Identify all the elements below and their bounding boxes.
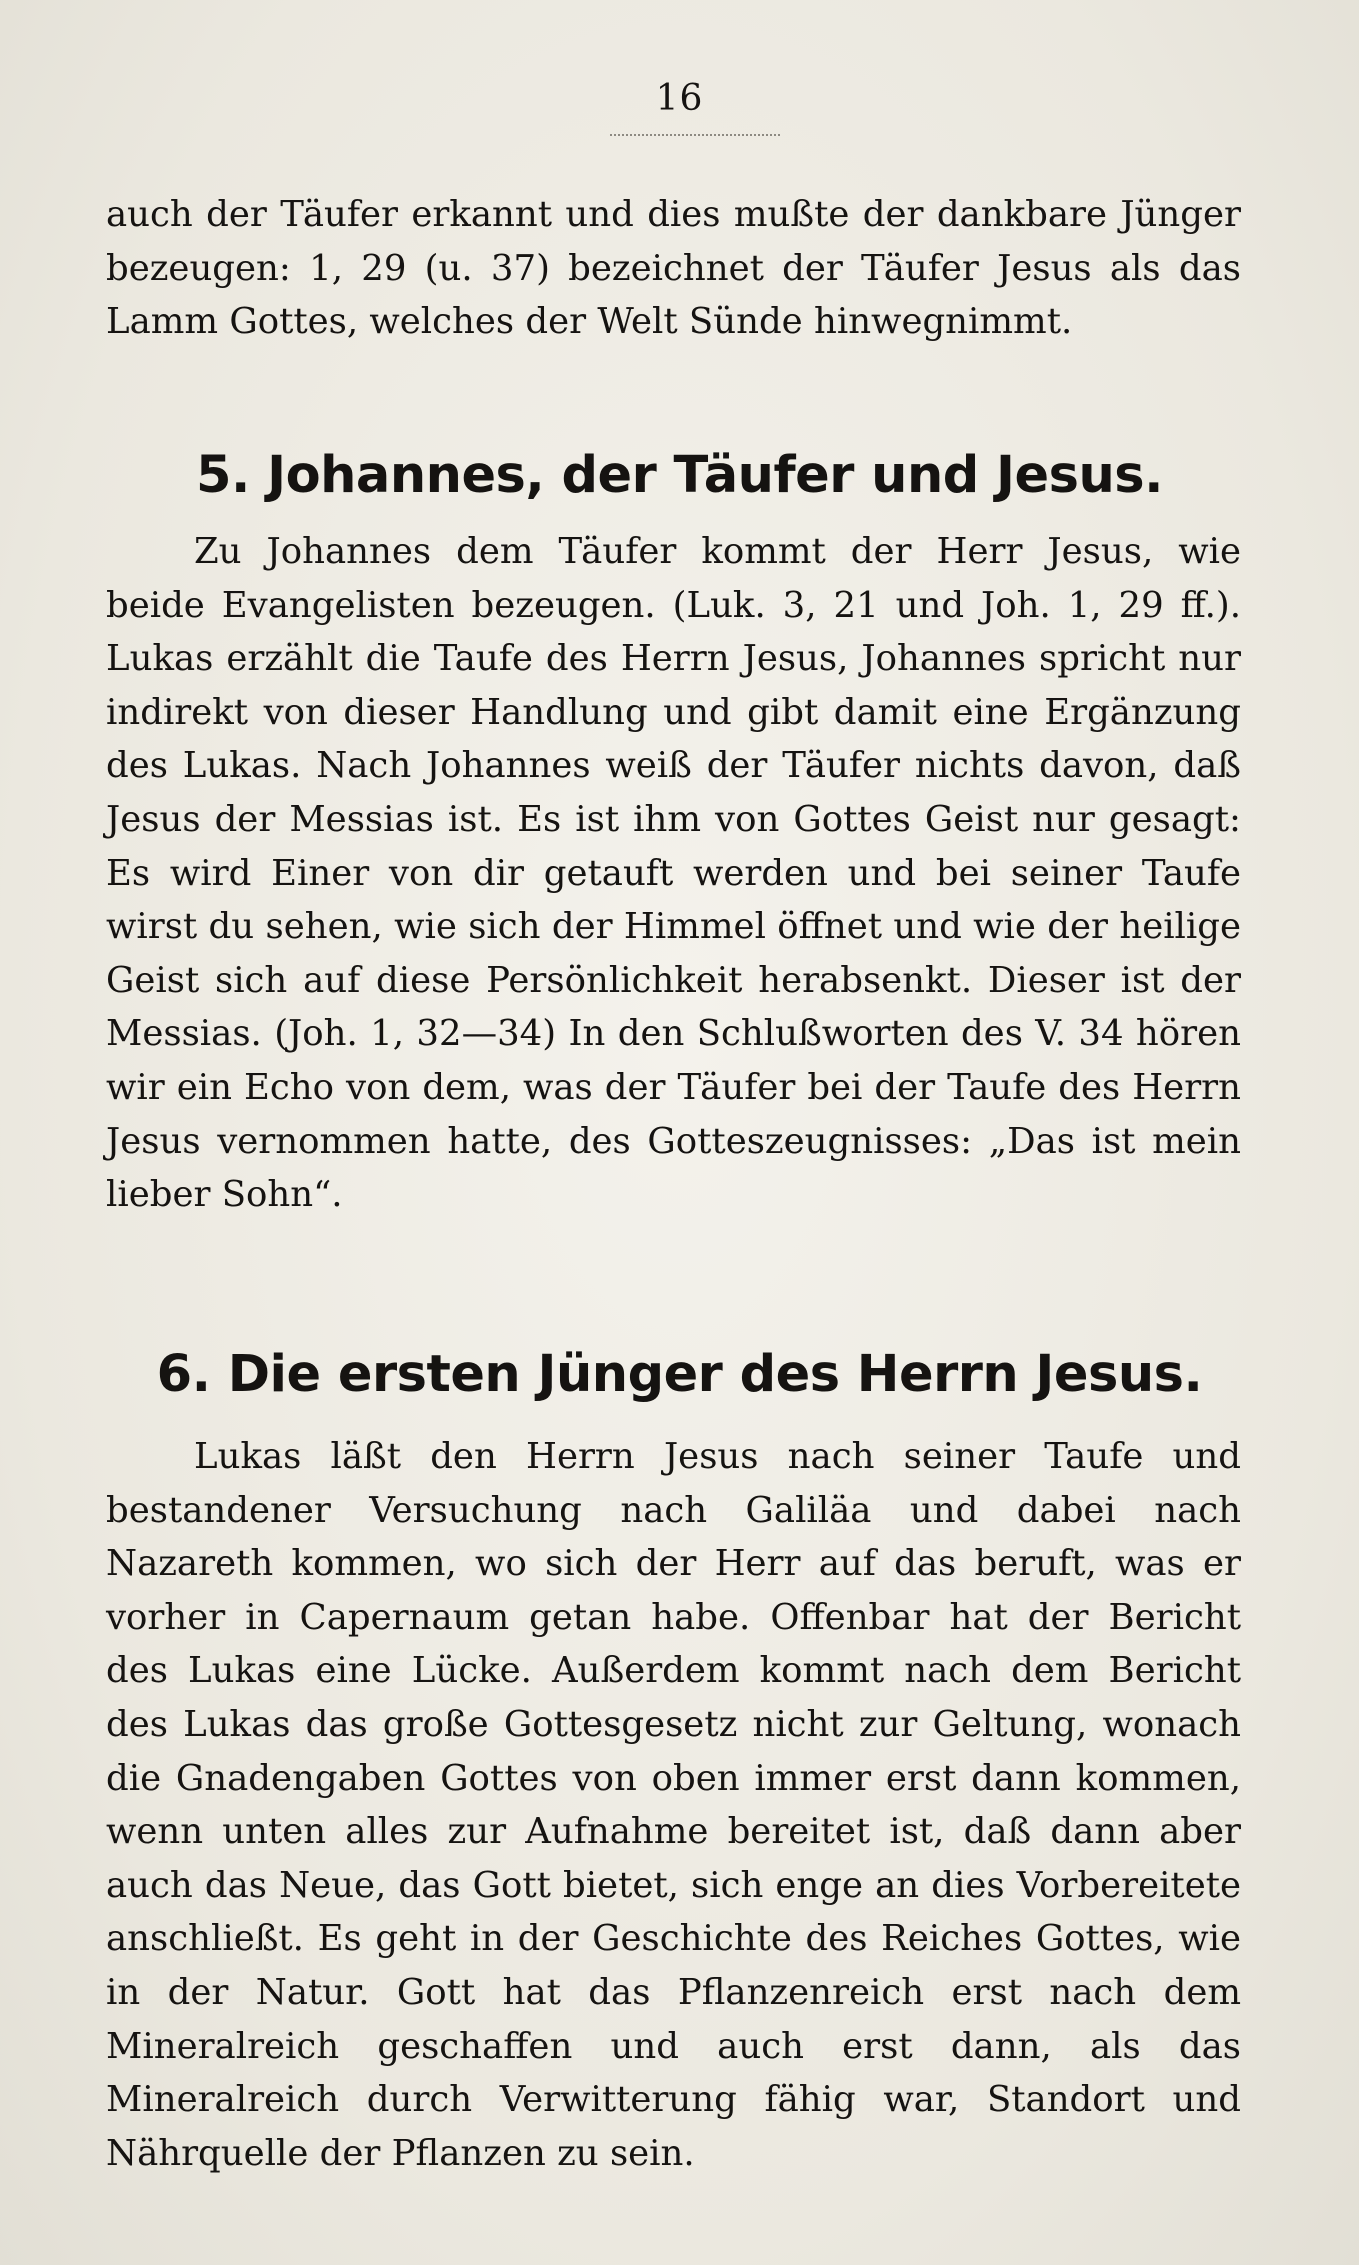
section-5-heading: 5. Johannes, der Täufer und Jesus.: [196, 446, 1163, 505]
header-rule: [610, 134, 780, 136]
section-6-heading: 6. Die ersten Jünger des Herrn Jesus.: [156, 1345, 1203, 1404]
page-number: 16: [655, 78, 704, 119]
section-6-paragraph: Lukas läßt den Herrn Jesus nach seiner Taufe und bestandener Versuchung nach Galiläa und dabei nach Nazareth kommen, wo sich der Herr auf das beruft, was er vorher in Capernaum getan habe. Offenbar hat der Bericht des Lukas eine Lücke. Außerdem kommt nach dem Bericht des Lukas das große Gottesgesetz nicht zur Geltung, wonach die Gnadengaben Gottes von oben immer erst dann kommen, wenn unten alles zur Aufnahme bereitet ist, daß dann aber auch das Neue, das Gott bietet, sich enge an dies Vorbereitete anschließt. Es geht in der Geschichte des Reiches Gottes, wie in der Natur. Gott hat das Pflanzenreich erst nach dem Mineralreich geschaffen und auch erst dann, als das Mineralreich durch Verwitterung fähig war, Standort und Nährquelle der Pflanzen zu sein.: [106, 1436, 1241, 2174]
intro-paragraph: auch der Täufer erkannt und dies mußte der dankbare Jünger bezeugen: 1, 29 (u. 37) bezeichnet der Täufer Jesus als das Lamm Gottes, welches der Welt Sünde hinwegnimmt.: [106, 194, 1241, 343]
section-5-paragraph: Zu Johannes dem Täufer kommt der Herr Jesus, wie beide Evangelisten bezeugen. (Luk. 3, 21 und Joh. 1, 29 ff.). Lukas erzählt die Taufe des Herrn Jesus, Johannes spricht nur indirekt von dieser Handlung und gibt damit eine Ergänzung des Lukas. Nach Johannes weiß der Täufer nichts davon, daß Jesus der Messias ist. Es ist ihm von Gottes Geist nur gesagt: Es wird Einer von dir getauft werden und bei seiner Taufe wirst du sehen, wie sich der Himmel öffnet und wie der heilige Geist sich auf diese Persönlichkeit herabsenkt. Dieser ist der Messias. (Joh. 1, 32—34) In den Schlußworten des V. 34 hören wir ein Echo von dem, was der Täufer bei der Taufe des Herrn Jesus vernommen hatte, des Gotteszeugnisses: „Das ist mein lieber Sohn“.: [106, 531, 1241, 1216]
